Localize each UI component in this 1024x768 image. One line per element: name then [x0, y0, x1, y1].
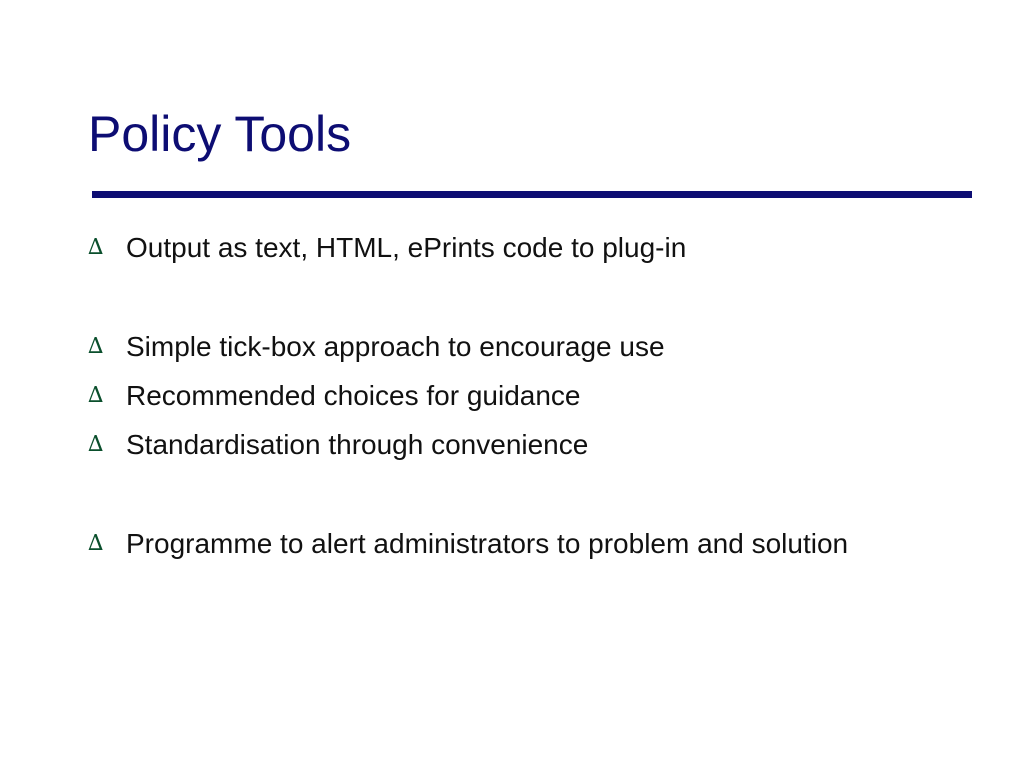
bullet-text: Simple tick-box approach to encourage use	[126, 331, 665, 362]
delta-icon: ∆	[88, 432, 104, 457]
bullet-text: Output as text, HTML, ePrints code to plug-in	[126, 232, 687, 263]
bullet-text: Recommended choices for guidance	[126, 380, 581, 411]
delta-icon: ∆	[88, 334, 104, 359]
slide-title: Policy Tools	[88, 106, 352, 162]
title-underline-rule	[92, 191, 972, 198]
bullet-item	[88, 425, 948, 465]
bullet-item	[88, 376, 948, 416]
bullet-item	[88, 524, 948, 564]
delta-icon: ∆	[88, 383, 104, 408]
bullet-list	[88, 228, 948, 564]
bullet-item	[88, 228, 948, 268]
delta-icon: ∆	[88, 531, 104, 556]
bullet-text: Programme to alert administrators to problem and solution	[126, 528, 849, 559]
bullet-text: Standardisation through convenience	[126, 429, 589, 460]
delta-icon: ∆	[88, 235, 104, 260]
bullet-item	[88, 327, 948, 367]
